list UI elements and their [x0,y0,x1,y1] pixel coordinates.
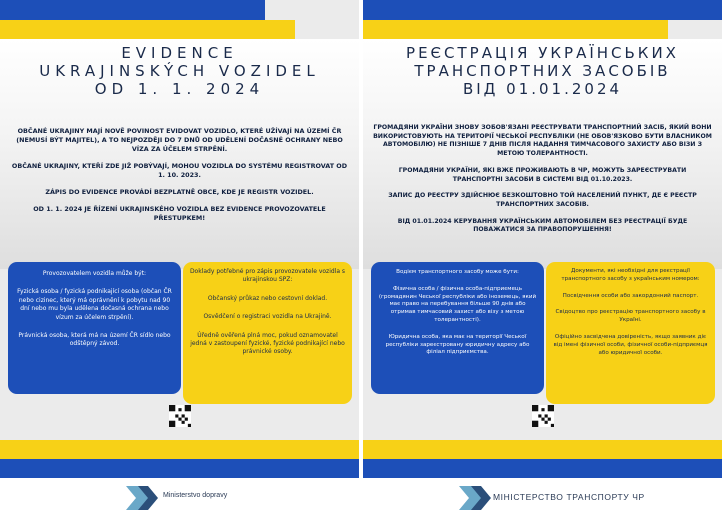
bottom-blue-stripe [363,459,722,478]
intro-paragraph: ГРОМАДЯНИ УКРАЇНИ, ЯКІ ВЖЕ ПРОЖИВАЮТЬ В ЧР, МОЖУТЬ ЗАРЕЄСТРУВАТИ ТРАНСПОРТНІ ЗАСОБИ В СИСТЕМІ ВІД 01.10.2023. [398,166,687,183]
documents-box [546,262,715,404]
title-line: РЕЄСТРАЦІЯ УКРАЇНСЬКИХ [406,44,679,62]
title-line: ВІД 01.01.2024 [462,80,623,98]
box-heading: Doklady potřebné pro zápis provozovatele vozidla s ukrajinskou SPZ: [189,268,346,284]
top-yellow-stripe [363,20,668,39]
box-heading: Provozovatelem vozidla může být: [42,270,147,277]
ministry-logo-czech [0,478,359,532]
poster-czech [0,0,359,478]
intro-paragraph: ЗАПИС ДО РЕЄСТРУ ЗДІЙСНЮЄ БЕЗКОШТОВНО ТОЙ НАСЕЛЕНИЙ ПУНКТ, ДЕ Є РЕЄСТР ТРАНСПОРТНИХ ЗАСОБІВ. [388,192,697,208]
operator-info-box [8,262,181,394]
box-heading: Документи, які необхідні для реєстрації транспортного засобу з українським номером: [561,268,700,282]
ministry-logo-ukrainian [363,478,722,532]
qr-code-icon [532,405,554,427]
top-blue-stripe [363,0,722,20]
title-line: OD 1. 1. 2024 [94,80,265,98]
box-paragraph: Úředně ověřená plná moc, pokud oznamovatel jedná v zastoupení fyzické, fyzické podnikající nebo právnické osoby. [190,331,345,356]
box-paragraph: Свідоцтво про реєстрацію транспортного засобу в Україні. [555,309,706,324]
poster-ukrainian [363,0,722,478]
poster-title [363,44,722,98]
intro-paragraph: OBČANÉ UKRAJINY MAJÍ NOVĚ POVINOST EVIDOVAT VOZIDLO, KTERÉ UŽÍVAJÍ NA ÚZEMÍ ČR (NEMUSÍ BÝT MAJITEL), A TO NEJPOZDĚJI DO 7 DNŮ OD UDĚLENÍ DOČASNÉ OCHRANY NEBO VÍZA ZA ÚČELEM STRPĚNÍ. [16,127,343,153]
qr-code-icon [169,405,191,427]
intro-text [373,124,712,243]
poster-title [0,44,359,98]
intro-paragraph: ГРОМАДЯНИ УКРАЇНИ ЗНОВУ ЗОБОВ'ЯЗАНІ РЕЄСТРУВАТИ ТРАНСПОРТНИЙ ЗАСІБ, ЯКИЙ ВОНИ ВИКОРИСТОВУЮТЬ НА ТЕРИТОРІЇ ЧЕСЬКОЇ РЕСПУБЛІКИ (НЕ ОБОВ'ЯЗКОВО БУТИ ВЛАСНИКОМ АВТОМОБІЛЮ) НЕ ПІЗНІШЕ 7 ДНІВ ПІСЛЯ НАДАННЯ ТИМЧАСОВОГО ЗАХИСТУ АБО ВІЗИ З МЕТОЮ ТОЛЕРАНТНОСТІ. [373,124,712,158]
box-paragraph: Офіційно засвідчена довіреність, якщо заявник діє від імені фізичної особи, фізичної особи-підприємця або юридичної особи. [553,333,708,356]
intro-paragraph: OD 1. 1. 2024 JE ŘÍZENÍ UKRAJINSKÉHO VOZIDLA BEZ EVIDENCE PROVOZOVATELE PŘESTUPKEM! [33,205,326,222]
intro-paragraph: ZÁPIS DO EVIDENCE PROVÁDÍ BEZPLATNĚ OBCE, KDE JE REGISTR VOZIDEL. [45,188,314,196]
bottom-yellow-stripe [363,440,722,459]
box-heading: Водієм транспортного засобу може бути: [396,269,519,275]
ministry-logo-icon [126,486,160,510]
top-blue-stripe [0,0,265,20]
ministry-name: МІНІСТЕРСТВО ТРАНСПОРТУ ЧР [493,492,645,502]
box-paragraph: Посвідчення особи або закордонний паспорт. [562,292,699,299]
box-paragraph: Фізична особа / фізична особа-підприємець (громадянин Чеської республіки або іноземець, який має право на перебування більше 90 днів або отримав тимчасовий захист або візу з метою толерантності). [378,285,537,323]
intro-paragraph: OBČANÉ UKRAJINY, KTEŘÍ ZDE JIŽ POBÝVAJÍ, MOHOU VOZIDLA DO SYSTÉMU REGISTROVAT OD 1. 10. 2023. [11,162,348,179]
box-paragraph: Юридична особа, яка має на території Чеської республіки зареєстровану юридичну адресу або філіал підприємства. [385,333,530,356]
intro-text [10,127,349,231]
box-paragraph: Fyzická osoba / fyzická podnikající osoba (občan ČR nebo cizinec, který má oprávnění k pobytu nad 90 dní nebo mu byla udělena dočasná ochrana nebo vízum za účelem strpění). [17,288,172,321]
bottom-blue-stripe [0,459,359,478]
box-paragraph: Občanský průkaz nebo cestovní doklad. [207,294,328,302]
title-line: EVIDENCE [121,44,238,62]
title-line: UKRAJINSKÝCH VOZIDEL [39,62,320,80]
documents-box [183,262,352,404]
driver-info-box [371,262,544,394]
ministry-name: Ministerstvo dopravy [163,492,228,499]
bottom-yellow-stripe [0,440,359,459]
title-line: ТРАНСПОРТНИХ ЗАСОБІВ [414,62,671,80]
top-yellow-stripe [0,20,295,39]
box-paragraph: Právnická osoba, která má na území ČR sídlo nebo odštěpný závod. [18,332,171,348]
ministry-logo-icon [459,486,493,510]
box-paragraph: Osvědčení o registraci vozidla na Ukrajině. [203,313,332,321]
intro-paragraph: ВІД 01.01.2024 КЕРУВАННЯ УКРАЇНСЬКИМ АВТОМОБІЛЕМ БЕЗ РЕЄСТРАЦІЇ БУДЕ ПОВАЖАТИСЯ ЗА ПРАВОПОРУШЕННЯ! [397,217,688,234]
